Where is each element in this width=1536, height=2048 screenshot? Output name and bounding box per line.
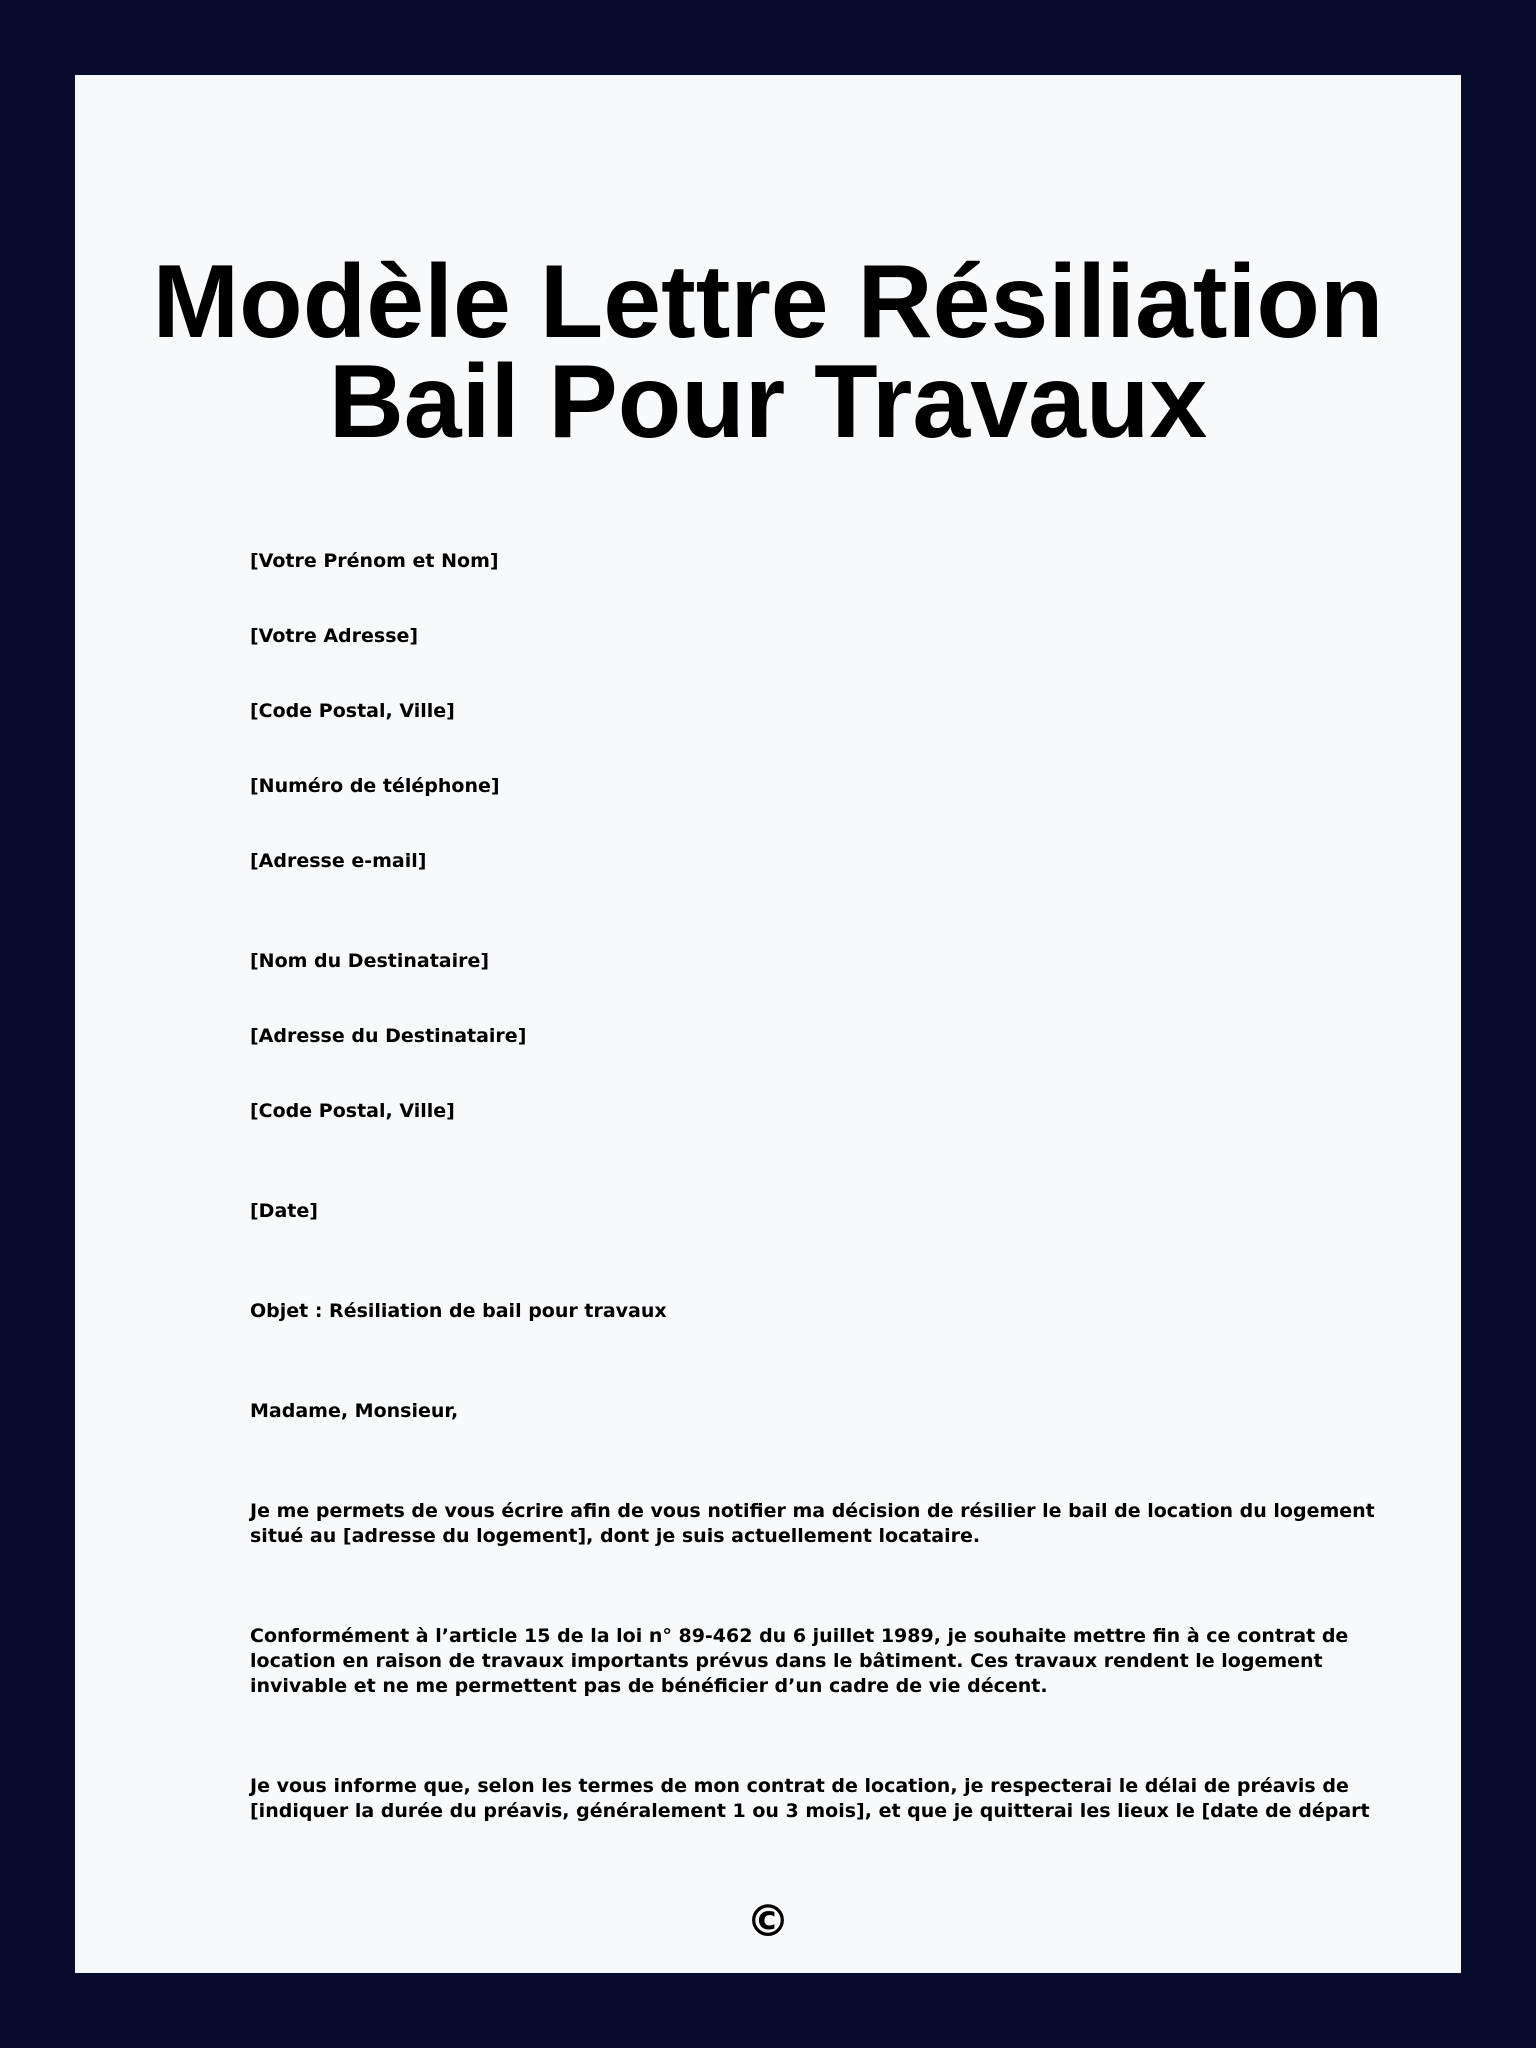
sender-name: [Votre Prénom et Nom] [250,550,499,572]
letter-subject: Objet : Résiliation de bail pour travaux [250,1300,667,1322]
recipient-city: [Code Postal, Ville] [250,1100,455,1122]
paragraph-line: [indiquer la durée du préavis, généralement 1 ou 3 mois], et que je quitterai les lieux le [date de départ [250,1800,1370,1822]
recipient-address: [Adresse du Destinataire] [250,1025,527,1047]
sender-email: [Adresse e-mail] [250,850,427,872]
paragraph-line: location en raison de travaux importants prévus dans le bâtiment. Ces travaux rendent le logement [250,1650,1323,1672]
paragraph-line: invivable et ne me permettent pas de bénéficier d’un cadre de vie décent. [250,1675,1048,1697]
letter-salutation: Madame, Monsieur, [250,1400,459,1422]
paragraph-line: situé au [adresse du logement], dont je suis actuellement locataire. [250,1525,981,1547]
copyright-icon: © [746,1896,790,1947]
paragraph-line: Je vous informe que, selon les termes de mon contrat de location, je respecterai le délai de préavis de [250,1775,1349,1797]
sender-address: [Votre Adresse] [250,625,419,647]
sender-city: [Code Postal, Ville] [250,700,455,722]
page-title: Modèle Lettre Résiliation Bail Pour Travaux [152,244,1384,460]
paragraph-notice [250,1774,1370,1824]
recipient-name: [Nom du Destinataire] [250,950,490,972]
paragraph-legal-basis [250,1624,1349,1699]
paragraph-intro [250,1499,1375,1549]
paragraph-line: Je me permets de vous écrire afin de vous notifier ma décision de résilier le bail de location du logement [250,1500,1375,1522]
letter-page [75,75,1461,1973]
paragraph-line: Conformément à l’article 15 de la loi n° 89-462 du 6 juillet 1989, je souhaite mettre fin à ce contrat de [250,1625,1349,1647]
letter-date: [Date] [250,1200,318,1222]
sender-phone: [Numéro de téléphone] [250,775,500,797]
